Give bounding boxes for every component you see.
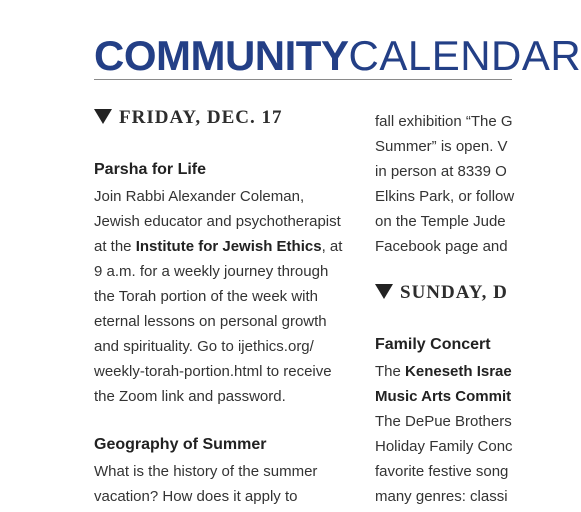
masthead-calendar: CALENDAR [348,32,581,79]
body-line: eternal lessons on personal growth [94,313,327,330]
body-line: on the Temple Jude [375,213,506,230]
day-heading-text: SUNDAY, D [400,282,508,303]
institute-name: Institute for Jewish Ethics [135,238,322,255]
body-line: 9 a.m. for a weekly journey through [94,263,329,280]
body-line: favorite festive song [375,463,509,480]
event-body-parsha [94,184,342,409]
body-line: Music Arts Commit [375,388,512,405]
exhibition-body [375,109,514,259]
body-line: many genres: classi [375,488,508,505]
body-line: Elkins Park, or follow [375,188,515,205]
day-heading-text: FRIDAY, DEC. 17 [119,107,283,128]
event-title-geography: Geography of Summer [94,436,267,453]
event-title-family-concert: Family Concert [375,336,491,353]
event-title-parsha: Parsha for Life [94,161,207,178]
body-line: and spirituality. Go to ijethics.org/ [94,338,314,355]
day-heading-friday [94,107,283,129]
triangle-down-icon [375,284,393,299]
triangle-down-icon [94,109,112,124]
event-body-family-concert [375,359,513,509]
body-line: Jewish educator and psychotherapist [94,213,341,230]
body-line: What is the history of the summer [94,463,318,480]
day-heading-sunday [375,282,508,304]
body-line: the Torah portion of the week with [94,288,319,305]
event-body-geography [94,459,317,509]
body-line: weekly-torah-portion.html to receive [94,363,332,380]
body-line: Facebook page and [375,238,508,255]
body-line: Holiday Family Conc [375,438,513,455]
right-column [375,0,515,512]
body-line: The Keneseth Israe [375,363,512,380]
body-line: at the Institute for Jewish Ethics, at [94,238,343,255]
body-line: The DePue Brothers [375,413,512,430]
masthead-community: COMMUNITY [94,32,349,79]
body-line: Join Rabbi Alexander Coleman, [94,188,305,205]
body-line: fall exhibition “The G [375,113,513,130]
body-line: the Zoom link and password. [94,388,286,405]
body-line: Summer” is open. V [375,138,508,155]
body-line: in person at 8339 O [375,163,507,180]
body-line: vacation? How does it apply to [94,488,298,505]
